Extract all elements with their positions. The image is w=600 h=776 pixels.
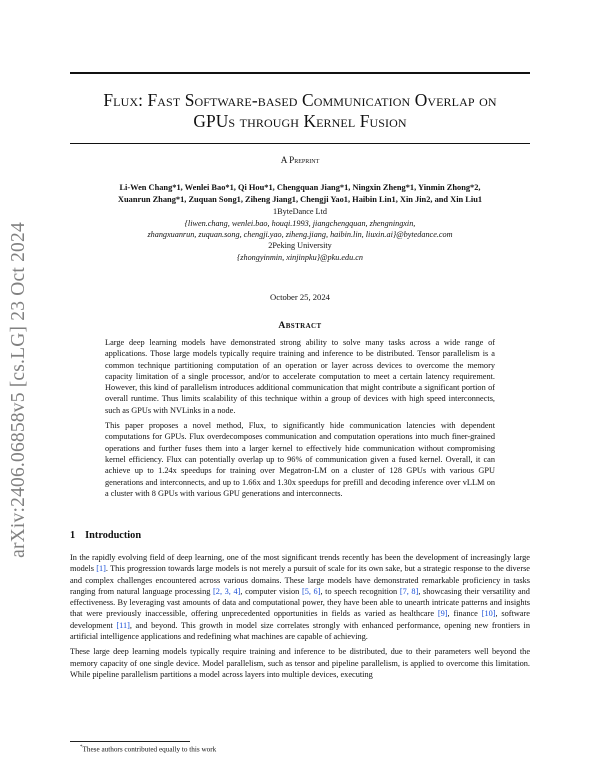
title-rule-top <box>70 72 530 74</box>
affiliation-name: 2Peking University <box>268 241 332 250</box>
abstract-heading: Abstract <box>278 320 322 331</box>
intro-paragraph-1 <box>70 552 530 642</box>
text-run: In the rapidly evolving field of deep learning, one of the most significant trends recently has been the development of increasingly large models <box>70 553 530 574</box>
paper-title <box>70 90 530 132</box>
affiliation-pku <box>70 240 530 263</box>
section-title: Introduction <box>85 530 142 541</box>
arxiv-identifier-stamp <box>2 190 36 590</box>
abstract-paragraph-2: This paper proposes a novel method, Flux, to significantly hide communication latencies with dependent computations for GPUs. Flux overdecomposes communication and computation operations into much finer-grained operations and further fuses them into a larger kernel to effectively hide communication without compromising kernel efficiency. Flux can potentially overlap up to 96% of communication given a fused kernel. Overall, it can achieve up to 1.24x speedups for training over Megatron-LM on a cluster of 128 GPUs with various GPU generations and interconnects, and up to 1.66x and 1.30x speedups for prefill and decoding inference over vLLM on a cluster with 8 GPUs with various GPU generations and interconnects. <box>105 421 495 498</box>
citation-link[interactable]: [11] <box>116 620 130 630</box>
introduction-body <box>70 552 530 684</box>
affiliation-bytedance <box>70 206 530 241</box>
citation-link[interactable]: [2, 3, 4] <box>213 586 241 596</box>
abstract-body <box>105 337 495 503</box>
text-run: , software development <box>70 609 530 630</box>
affiliation-name: 1ByteDance Ltd <box>273 207 327 216</box>
text-run: , finance <box>447 609 482 619</box>
intro-paragraph-2: These large deep learning models typically require training and inference to be distributed, due to their parameters well beyond the memory capacity of one single device. Model parallelism, such as tensor and pipeline parallelism, is applied to overcome this limitation. While pipeline parallelism partitions a model across layers into multiple devices, executing <box>70 647 530 679</box>
affiliation-emails-1: {liwen.chang, wenlei.bao, houqi.1993, jiangchengquan, zhengningxin, <box>184 218 416 228</box>
text-run: , to speech recognition <box>320 586 400 596</box>
paper-page <box>70 0 530 776</box>
section-number: 1 <box>70 530 76 541</box>
author-line-1: Li-Wen Chang*1, Wenlei Bao*1, Qi Hou*1, Chengquan Jiang*1, Ningxin Zheng*1, Yinmin Zhong*2, <box>119 183 481 192</box>
citation-link[interactable]: [7, 8] <box>399 586 419 596</box>
citation-link[interactable]: [1] <box>96 564 106 574</box>
text-run: , showcasing their versatility and effectiveness. By leveraging vast amounts of data and computational power, they have been able to unearth intricate patterns and insights that were previously inaccessible, offering unprecedented opportunities in fields as varied as healthcare <box>70 586 530 619</box>
title-rule-bottom <box>70 143 530 144</box>
footnote-text: These authors contributed equally to this work <box>82 745 217 754</box>
footnote <box>80 745 530 753</box>
author-list <box>70 182 530 206</box>
title-line-2: GPUs through Kernel Fusion <box>193 111 407 131</box>
text-run: , computer vision <box>240 586 302 596</box>
author-line-2: Xuanrun Zhang*1, Zuquan Song1, Ziheng Jiang1, Chengji Yao1, Haibin Lin1, Xin Jin2, and Xin Liu1 <box>117 195 483 205</box>
section-heading-introduction <box>70 530 530 541</box>
text-run: , and beyond. This growth in model size correlates strongly with enhanced performance, opening new frontiers in artificial intelligence applications and redefining what machines are capable of achieving. <box>70 620 530 642</box>
citation-link[interactable]: [5, 6] <box>301 586 321 596</box>
paper-date: October 25, 2024 <box>270 292 330 302</box>
affiliation-emails: {zhongyinmin, xinjinpku}@pku.edu.cn <box>237 252 363 262</box>
arxiv-identifier: arXiv:2406.06858v5 [cs.LG] 23 Oct 2024 <box>8 222 30 558</box>
citation-link[interactable]: [9] <box>437 609 448 619</box>
title-line-1: Flux: Fast Software-based Communication Overlap on <box>103 90 497 110</box>
text-run: . This progression towards large models is not merely a pursuit of scale for its own sake, but a strategic response to the diverse and complex challenges encountered across various domains. These large models have demonstrated remarkable proficiency in tasks ranging from natural language processing <box>70 564 530 596</box>
preprint-label: A Preprint <box>280 155 320 165</box>
footnote-marker: * <box>80 745 83 750</box>
affiliation-emails-2: zhangxuanrun, zuquan.song, chengji.yao, ziheng.jiang, haibin.lin, liuxin.ai}@bytedance.com <box>147 230 453 239</box>
abstract-paragraph-1: Large deep learning models have demonstrated strong ability to solve many tasks across a wide range of applications. Those large models typically require training and inference to be distributed. Tensor parallelism is a common technique partitioning computation of an operation or layer across devices to overcome the memory capacity limitation of a single processor, and/or to accelerate computation to meet a certain latency requirement. However, this kind of parallelism introduces additional communication that might contribute a significant portion of overall runtime. Thus limits scalability of this technique within a group of devices with high speed interconnects, such as GPUs with NVLinks in a node. <box>105 338 495 415</box>
footnote-rule <box>70 741 190 742</box>
citation-link[interactable]: [10] <box>481 609 496 619</box>
